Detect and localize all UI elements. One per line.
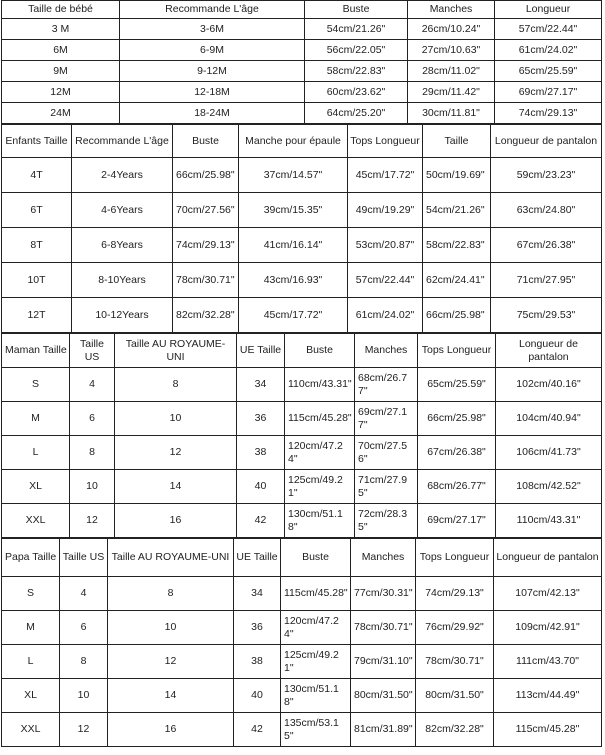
table-cell: 75cm/29.53" <box>491 298 602 333</box>
table-cell: 8 <box>115 368 237 402</box>
table-cell: 81cm/31.89" <box>351 713 416 747</box>
table-cell: 9M <box>2 61 120 82</box>
table-cell: S <box>2 577 60 611</box>
dad-size-table <box>1 538 602 747</box>
cell-text: 66cm/25.98" <box>426 308 485 321</box>
table-cell: 49cm/19.29" <box>348 193 423 228</box>
table-cell: 8-10Years <box>72 263 173 298</box>
table-cell: 69cm/27.17" <box>355 402 418 436</box>
table-cell: 18-24M <box>120 103 305 124</box>
header-cell: Taille AU ROYAUME-UNI <box>115 334 237 368</box>
table-cell: 58cm/22.83" <box>305 61 408 82</box>
cell-text: 78cm/30.71" <box>176 273 235 286</box>
header-cell: Buste <box>281 539 351 577</box>
table-cell: 14 <box>115 470 237 504</box>
header-cell: Papa Taille <box>2 539 60 577</box>
table-cell: 115cm/45.28" <box>494 713 602 747</box>
header-cell: Tops Longueur <box>348 125 423 158</box>
table-row <box>2 679 602 713</box>
cell-text: 62cm/24.41" <box>426 273 485 286</box>
table-cell: 6-8Years <box>72 228 173 263</box>
table-row <box>2 19 602 40</box>
header-cell: Manches <box>351 539 416 577</box>
table-cell: 8 <box>60 645 108 679</box>
table-row <box>2 103 602 124</box>
table-cell: 45cm/17.72" <box>239 298 348 333</box>
baby-size-table <box>1 0 602 124</box>
table-header-row <box>2 334 602 368</box>
table-row <box>2 263 602 298</box>
table-cell: 40 <box>234 679 281 713</box>
table-cell <box>423 158 491 193</box>
table-cell: 43cm/16.93" <box>239 263 348 298</box>
table-cell: XXL <box>2 504 70 538</box>
table-cell: 71cm/27.95" <box>491 263 602 298</box>
table-cell: 37cm/14.57" <box>239 158 348 193</box>
table-cell: L <box>2 436 70 470</box>
table-cell <box>423 228 491 263</box>
table-cell: 130cm/51.18" <box>281 679 351 713</box>
header-cell: Buste <box>285 334 355 368</box>
table-cell: 57cm/22.44" <box>348 263 423 298</box>
table-cell: 120cm/47.24" <box>285 436 355 470</box>
table-cell: 41cm/16.14" <box>239 228 348 263</box>
table-cell: 40 <box>237 470 285 504</box>
table-row <box>2 470 602 504</box>
table-cell: 6M <box>2 40 120 61</box>
table-cell: 76cm/29.92" <box>416 611 494 645</box>
header-cell: Recommande L'âge <box>120 1 305 19</box>
table-cell: 6T <box>2 193 72 228</box>
table-cell: 6 <box>70 402 115 436</box>
table-cell: XL <box>2 470 70 504</box>
header-cell: UE Taille <box>237 334 285 368</box>
table-cell <box>173 298 239 333</box>
table-cell: 42 <box>237 504 285 538</box>
table-cell: 70cm/27.56" <box>355 436 418 470</box>
table-row <box>2 436 602 470</box>
header-cell: Taille de bébé <box>2 1 120 19</box>
table-cell: 3 M <box>2 19 120 40</box>
table-cell <box>423 298 491 333</box>
table-cell: 106cm/41.73" <box>496 436 602 470</box>
table-row <box>2 158 602 193</box>
table-cell: 27cm/10.63" <box>408 40 495 61</box>
table-cell: 12 <box>115 436 237 470</box>
table-cell: 12M <box>2 82 120 103</box>
table-cell: 39cm/15.35" <box>239 193 348 228</box>
table-cell: 6 <box>60 611 108 645</box>
table-cell: 8T <box>2 228 72 263</box>
table-cell: S <box>2 368 70 402</box>
table-cell: 14 <box>108 679 234 713</box>
table-cell: 74cm/29.13" <box>495 103 602 124</box>
table-cell: 125cm/49.21" <box>281 645 351 679</box>
cell-text: 74cm/29.13" <box>176 238 235 251</box>
cell-text: 50cm/19.69" <box>426 168 485 181</box>
cell-text: 58cm/22.83" <box>426 238 485 251</box>
table-cell: 8 <box>108 577 234 611</box>
mom-size-table <box>1 333 602 538</box>
table-cell: 12-18M <box>120 82 305 103</box>
table-cell <box>423 193 491 228</box>
table-cell: 65cm/25.59" <box>495 61 602 82</box>
header-cell: Enfants Taille <box>2 125 72 158</box>
table-cell: 12 <box>70 504 115 538</box>
table-cell: 65cm/25.59" <box>418 368 496 402</box>
table-cell: 125cm/49.21" <box>285 470 355 504</box>
table-cell: 109cm/42.91" <box>494 611 602 645</box>
table-cell <box>173 263 239 298</box>
header-cell: Longueur de pantalon <box>496 334 602 368</box>
header-cell: Longueur de pantalon <box>494 539 602 577</box>
header-cell: Taille US <box>70 334 115 368</box>
table-cell: 34 <box>234 577 281 611</box>
table-row <box>2 611 602 645</box>
table-row <box>2 504 602 538</box>
table-cell: 69cm/27.17" <box>418 504 496 538</box>
table-cell: 61cm/24.02" <box>348 298 423 333</box>
table-cell: 28cm/11.02" <box>408 61 495 82</box>
table-row <box>2 645 602 679</box>
table-row <box>2 402 602 436</box>
table-cell: 59cm/23.23" <box>491 158 602 193</box>
table-cell: 4 <box>60 577 108 611</box>
table-cell: 10-12Years <box>72 298 173 333</box>
header-cell: UE Taille <box>234 539 281 577</box>
header-cell: Buste <box>305 1 408 19</box>
table-cell: 78cm/30.71" <box>416 645 494 679</box>
table-cell: 110cm/43.31" <box>496 504 602 538</box>
table-cell: 42 <box>234 713 281 747</box>
table-row <box>2 298 602 333</box>
table-cell: 110cm/43.31" <box>285 368 355 402</box>
table-row <box>2 368 602 402</box>
table-cell: 4 <box>70 368 115 402</box>
table-cell: 130cm/51.18" <box>285 504 355 538</box>
header-cell: Taille <box>423 125 491 158</box>
table-cell: 80cm/31.50" <box>351 679 416 713</box>
table-row <box>2 577 602 611</box>
table-cell: 12T <box>2 298 72 333</box>
table-cell: 10 <box>60 679 108 713</box>
table-cell: 104cm/40.94" <box>496 402 602 436</box>
header-cell: Longueur <box>495 1 602 19</box>
table-cell: 72cm/28.35" <box>355 504 418 538</box>
table-header-row <box>2 1 602 19</box>
table-cell: 30cm/11.81" <box>408 103 495 124</box>
table-cell: 63cm/24.80" <box>491 193 602 228</box>
table-cell: 36 <box>237 402 285 436</box>
header-cell: Buste <box>173 125 239 158</box>
table-cell: 10 <box>70 470 115 504</box>
header-cell: Taille US <box>60 539 108 577</box>
table-cell: 102cm/40.16" <box>496 368 602 402</box>
table-cell: L <box>2 645 60 679</box>
table-cell: 45cm/17.72" <box>348 158 423 193</box>
table-cell: 115cm/45.28" <box>281 577 351 611</box>
table-cell: XXL <box>2 713 60 747</box>
header-cell: Tops Longueur <box>416 539 494 577</box>
table-cell: 64cm/25.20" <box>305 103 408 124</box>
table-cell: 78cm/30.71" <box>351 611 416 645</box>
table-cell: M <box>2 611 60 645</box>
cell-text: 82cm/32.28" <box>176 308 235 321</box>
table-cell: 9-12M <box>120 61 305 82</box>
table-cell: 26cm/10.24" <box>408 19 495 40</box>
table-row <box>2 228 602 263</box>
table-cell: 53cm/20.87" <box>348 228 423 263</box>
table-cell: 4-6Years <box>72 193 173 228</box>
cell-text: 66cm/25.98" <box>176 168 235 181</box>
table-cell: 68cm/26.77" <box>418 470 496 504</box>
table-row <box>2 82 602 103</box>
table-cell: 38 <box>234 645 281 679</box>
table-cell: 67cm/26.38" <box>491 228 602 263</box>
table-cell: 12 <box>108 645 234 679</box>
header-cell: Manche pour épaule <box>239 125 348 158</box>
kids-size-table <box>1 124 602 333</box>
table-cell: 6-9M <box>120 40 305 61</box>
table-cell: 29cm/11.42" <box>408 82 495 103</box>
header-cell: Manches <box>408 1 495 19</box>
header-cell: Longueur de pantalon <box>491 125 602 158</box>
table-cell: 66cm/25.98" <box>418 402 496 436</box>
table-row <box>2 61 602 82</box>
table-cell: 16 <box>108 713 234 747</box>
table-cell: 10 <box>115 402 237 436</box>
table-cell: 67cm/26.38" <box>418 436 496 470</box>
table-cell: 135cm/53.15" <box>281 713 351 747</box>
table-cell: 120cm/47.24" <box>281 611 351 645</box>
header-cell: Maman Taille <box>2 334 70 368</box>
table-cell: 2-4Years <box>72 158 173 193</box>
table-cell: 68cm/26.77" <box>355 368 418 402</box>
table-cell <box>423 263 491 298</box>
table-cell: 10T <box>2 263 72 298</box>
table-cell <box>173 193 239 228</box>
table-cell: 10 <box>108 611 234 645</box>
header-cell: Tops Longueur <box>418 334 496 368</box>
table-cell: 8 <box>70 436 115 470</box>
table-cell: 16 <box>115 504 237 538</box>
table-cell: 74cm/29.13" <box>416 577 494 611</box>
table-row <box>2 713 602 747</box>
table-cell: 4T <box>2 158 72 193</box>
table-cell: 69cm/27.17" <box>495 82 602 103</box>
table-cell: 56cm/22.05" <box>305 40 408 61</box>
table-row <box>2 40 602 61</box>
table-cell: 36 <box>234 611 281 645</box>
table-cell: 107cm/42.13" <box>494 577 602 611</box>
table-cell: 71cm/27.95" <box>355 470 418 504</box>
table-cell: 24M <box>2 103 120 124</box>
table-cell: XL <box>2 679 60 713</box>
table-cell: 77cm/30.31" <box>351 577 416 611</box>
table-cell: 61cm/24.02" <box>495 40 602 61</box>
cell-text: 70cm/27.56" <box>176 203 235 216</box>
table-cell: 12 <box>60 713 108 747</box>
table-cell: 111cm/43.70" <box>494 645 602 679</box>
table-cell: 115cm/45.28" <box>285 402 355 436</box>
table-cell: 60cm/23.62" <box>305 82 408 103</box>
header-cell: Taille AU ROYAUME-UNI <box>108 539 234 577</box>
table-header-row <box>2 125 602 158</box>
table-cell: 82cm/32.28" <box>416 713 494 747</box>
cell-text: 54cm/21.26" <box>426 203 485 216</box>
table-cell: 108cm/42.52" <box>496 470 602 504</box>
table-row <box>2 193 602 228</box>
table-cell <box>173 158 239 193</box>
table-cell: 80cm/31.50" <box>416 679 494 713</box>
table-cell: 79cm/31.10" <box>351 645 416 679</box>
header-cell: Manches <box>355 334 418 368</box>
table-cell: 34 <box>237 368 285 402</box>
table-cell: 57cm/22.44" <box>495 19 602 40</box>
table-header-row <box>2 539 602 577</box>
table-cell: 38 <box>237 436 285 470</box>
table-cell: M <box>2 402 70 436</box>
table-cell: 113cm/44.49" <box>494 679 602 713</box>
table-cell: 3-6M <box>120 19 305 40</box>
table-cell: 54cm/21.26" <box>305 19 408 40</box>
table-cell <box>173 228 239 263</box>
header-cell: Recommande L'âge <box>72 125 173 158</box>
